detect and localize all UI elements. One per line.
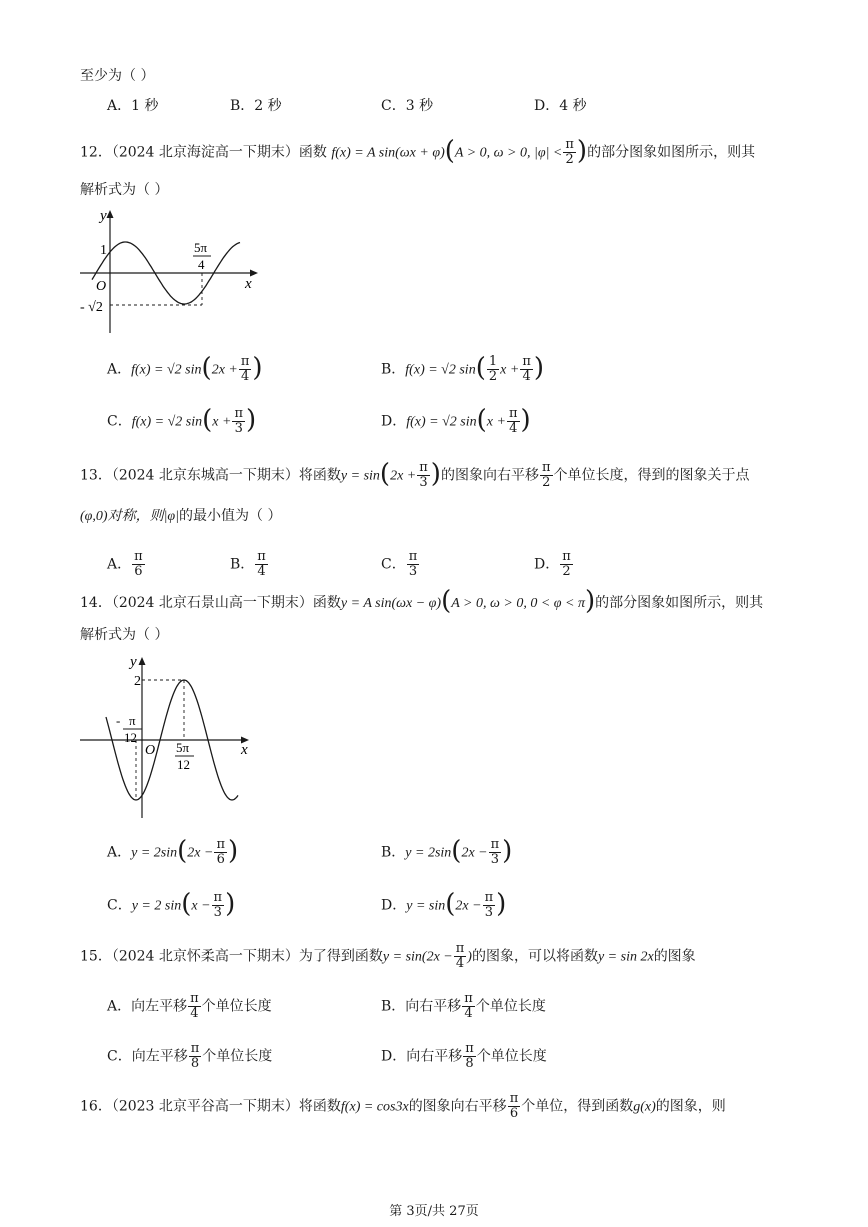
q13-line2: (φ,0)对称，则|φ|的最小值为（ ）	[80, 508, 282, 524]
q14-stem: 14．（2024 北京石景山高一下期末）函数y = A sin(ωx − φ)(A > 0, ω > 0, 0 < φ < π)的部分图象如图所示，则其	[80, 586, 764, 616]
q12-option-c[interactable]: C．f(x) = √2 sin(x + $\frac{\pi}{3}$ )	[107, 404, 257, 436]
q14-option-d[interactable]: D．y = sin(2x − $\frac{\pi}{3}$ )	[381, 888, 507, 920]
question-number: 13．	[80, 467, 112, 484]
question-number: 12．	[80, 144, 112, 161]
question-source: （2023 北京平谷高一下期末）	[111, 1098, 299, 1115]
y-axis-label: y	[100, 208, 107, 224]
q15-option-c[interactable]: C．向左平移 $\frac{\pi}{8}$ 个单位长度	[107, 1041, 273, 1071]
q15-option-b[interactable]: B．向右平移 $\frac{\pi}{4}$ 个单位长度	[381, 991, 546, 1021]
q11-option-b[interactable]: B．2 秒	[230, 98, 282, 114]
q15-option-d[interactable]: D．向右平移 $\frac{\pi}{8}$ 个单位长度	[381, 1041, 547, 1071]
q11-option-a[interactable]: A．1 秒	[107, 98, 159, 114]
q11-tail: 至少为（ ）	[80, 68, 155, 84]
right-mark-den: 12	[177, 757, 190, 772]
q13-stem: 13．（2024 北京东城高一下期末）将函数y = sin(2x + $\frac{\pi}{3}$ )的图象向右平移 $\frac{\pi}{2}$ 个单位长度，得到的图象关于点	[80, 458, 750, 490]
left-mark-num: π	[129, 713, 136, 728]
x-mark-num: 5π	[194, 240, 208, 255]
q12-option-d[interactable]: D．f(x) = √2 sin(x + $\frac{\pi}{4}$ )	[381, 404, 531, 436]
q16-stem: 16．（2023 北京平谷高一下期末）将函数f(x) = cos3x的图象向右平移 $\frac{\pi}{6}$ 个单位，得到函数g(x)的图象，则	[80, 1091, 726, 1121]
q15-stem: 15．（2024 北京怀柔高一下期末）为了得到函数y = sin(2x − $\frac{\pi}{4}$ )的图象，可以将函数y = sin 2x的图象	[80, 941, 696, 971]
q12-stem: 12．（2024 北京海淀高一下期末）函数 f(x) = A sin(ωx + φ)(A > 0, ω > 0, |φ| < $\frac{\pi}{2}$ )的部分图象如图所示，则其	[80, 135, 756, 167]
question-source: （2024 北京东城高一下期末）	[111, 467, 299, 484]
q14-option-b[interactable]: B．y = 2sin(2x − $\frac{\pi}{3}$ )	[381, 835, 513, 867]
question-source: （2024 北京海淀高一下期末）	[111, 144, 299, 161]
q11-option-c[interactable]: C．3 秒	[381, 98, 434, 114]
x-axis-label: x	[245, 276, 252, 292]
max-label: 1	[100, 243, 107, 258]
question-number: 14．	[80, 595, 112, 611]
q13-option-d[interactable]: D． $\frac{\pi}{2}$	[534, 549, 571, 579]
q12-option-b[interactable]: B．f(x) = √2 sin( $\frac{1}{2}$ x + $\frac{\pi}{4}$ )	[381, 352, 545, 384]
origin-label: O	[96, 279, 107, 294]
q15-option-a[interactable]: A．向左平移 $\frac{\pi}{4}$ 个单位长度	[107, 991, 272, 1021]
q12-line2: 解析式为（ ）	[80, 182, 169, 198]
q13-option-a[interactable]: A． $\frac{\pi}{6}$	[107, 549, 143, 579]
q12-graph	[78, 205, 268, 335]
left-mark-den: 12	[124, 730, 137, 745]
right-mark-num: 5π	[176, 740, 190, 755]
x-mark-den: 4	[198, 257, 205, 272]
page-footer: 第 3页/共 27页	[389, 1204, 479, 1219]
q14-option-a[interactable]: A．y = 2sin(2x − $\frac{\pi}{6}$ )	[107, 835, 239, 867]
q13-option-b[interactable]: B． $\frac{\pi}{4}$	[230, 549, 266, 579]
q14-graph	[78, 650, 258, 820]
y-axis-label: y	[130, 654, 137, 670]
q13-option-c[interactable]: C． $\frac{\pi}{3}$	[381, 549, 418, 579]
fraction: $\frac{\pi}{2}$	[565, 137, 574, 167]
x-axis-label: x	[241, 742, 248, 758]
min-label: - √2	[80, 300, 103, 315]
q11-option-d[interactable]: D．4 秒	[534, 98, 587, 114]
math-func: f(x) = A sin(ωx + φ)	[331, 145, 445, 161]
question-number: 16．	[80, 1098, 112, 1115]
question-source: （2024 北京石景山高一下期末）	[111, 595, 313, 611]
q14-option-c[interactable]: C．y = 2 sin(x − $\frac{\pi}{3}$ )	[107, 888, 236, 920]
question-number: 15．	[80, 948, 112, 965]
q14-line2: 解析式为（ ）	[80, 627, 169, 643]
origin-label: O	[145, 743, 156, 758]
max-label: 2	[134, 674, 141, 689]
q12-option-a[interactable]: A．f(x) = √2 sin(2x + $\frac{\pi}{4}$ )	[107, 352, 263, 384]
question-source: （2024 北京怀柔高一下期末）	[111, 948, 299, 965]
left-mark-sign: -	[116, 713, 121, 728]
